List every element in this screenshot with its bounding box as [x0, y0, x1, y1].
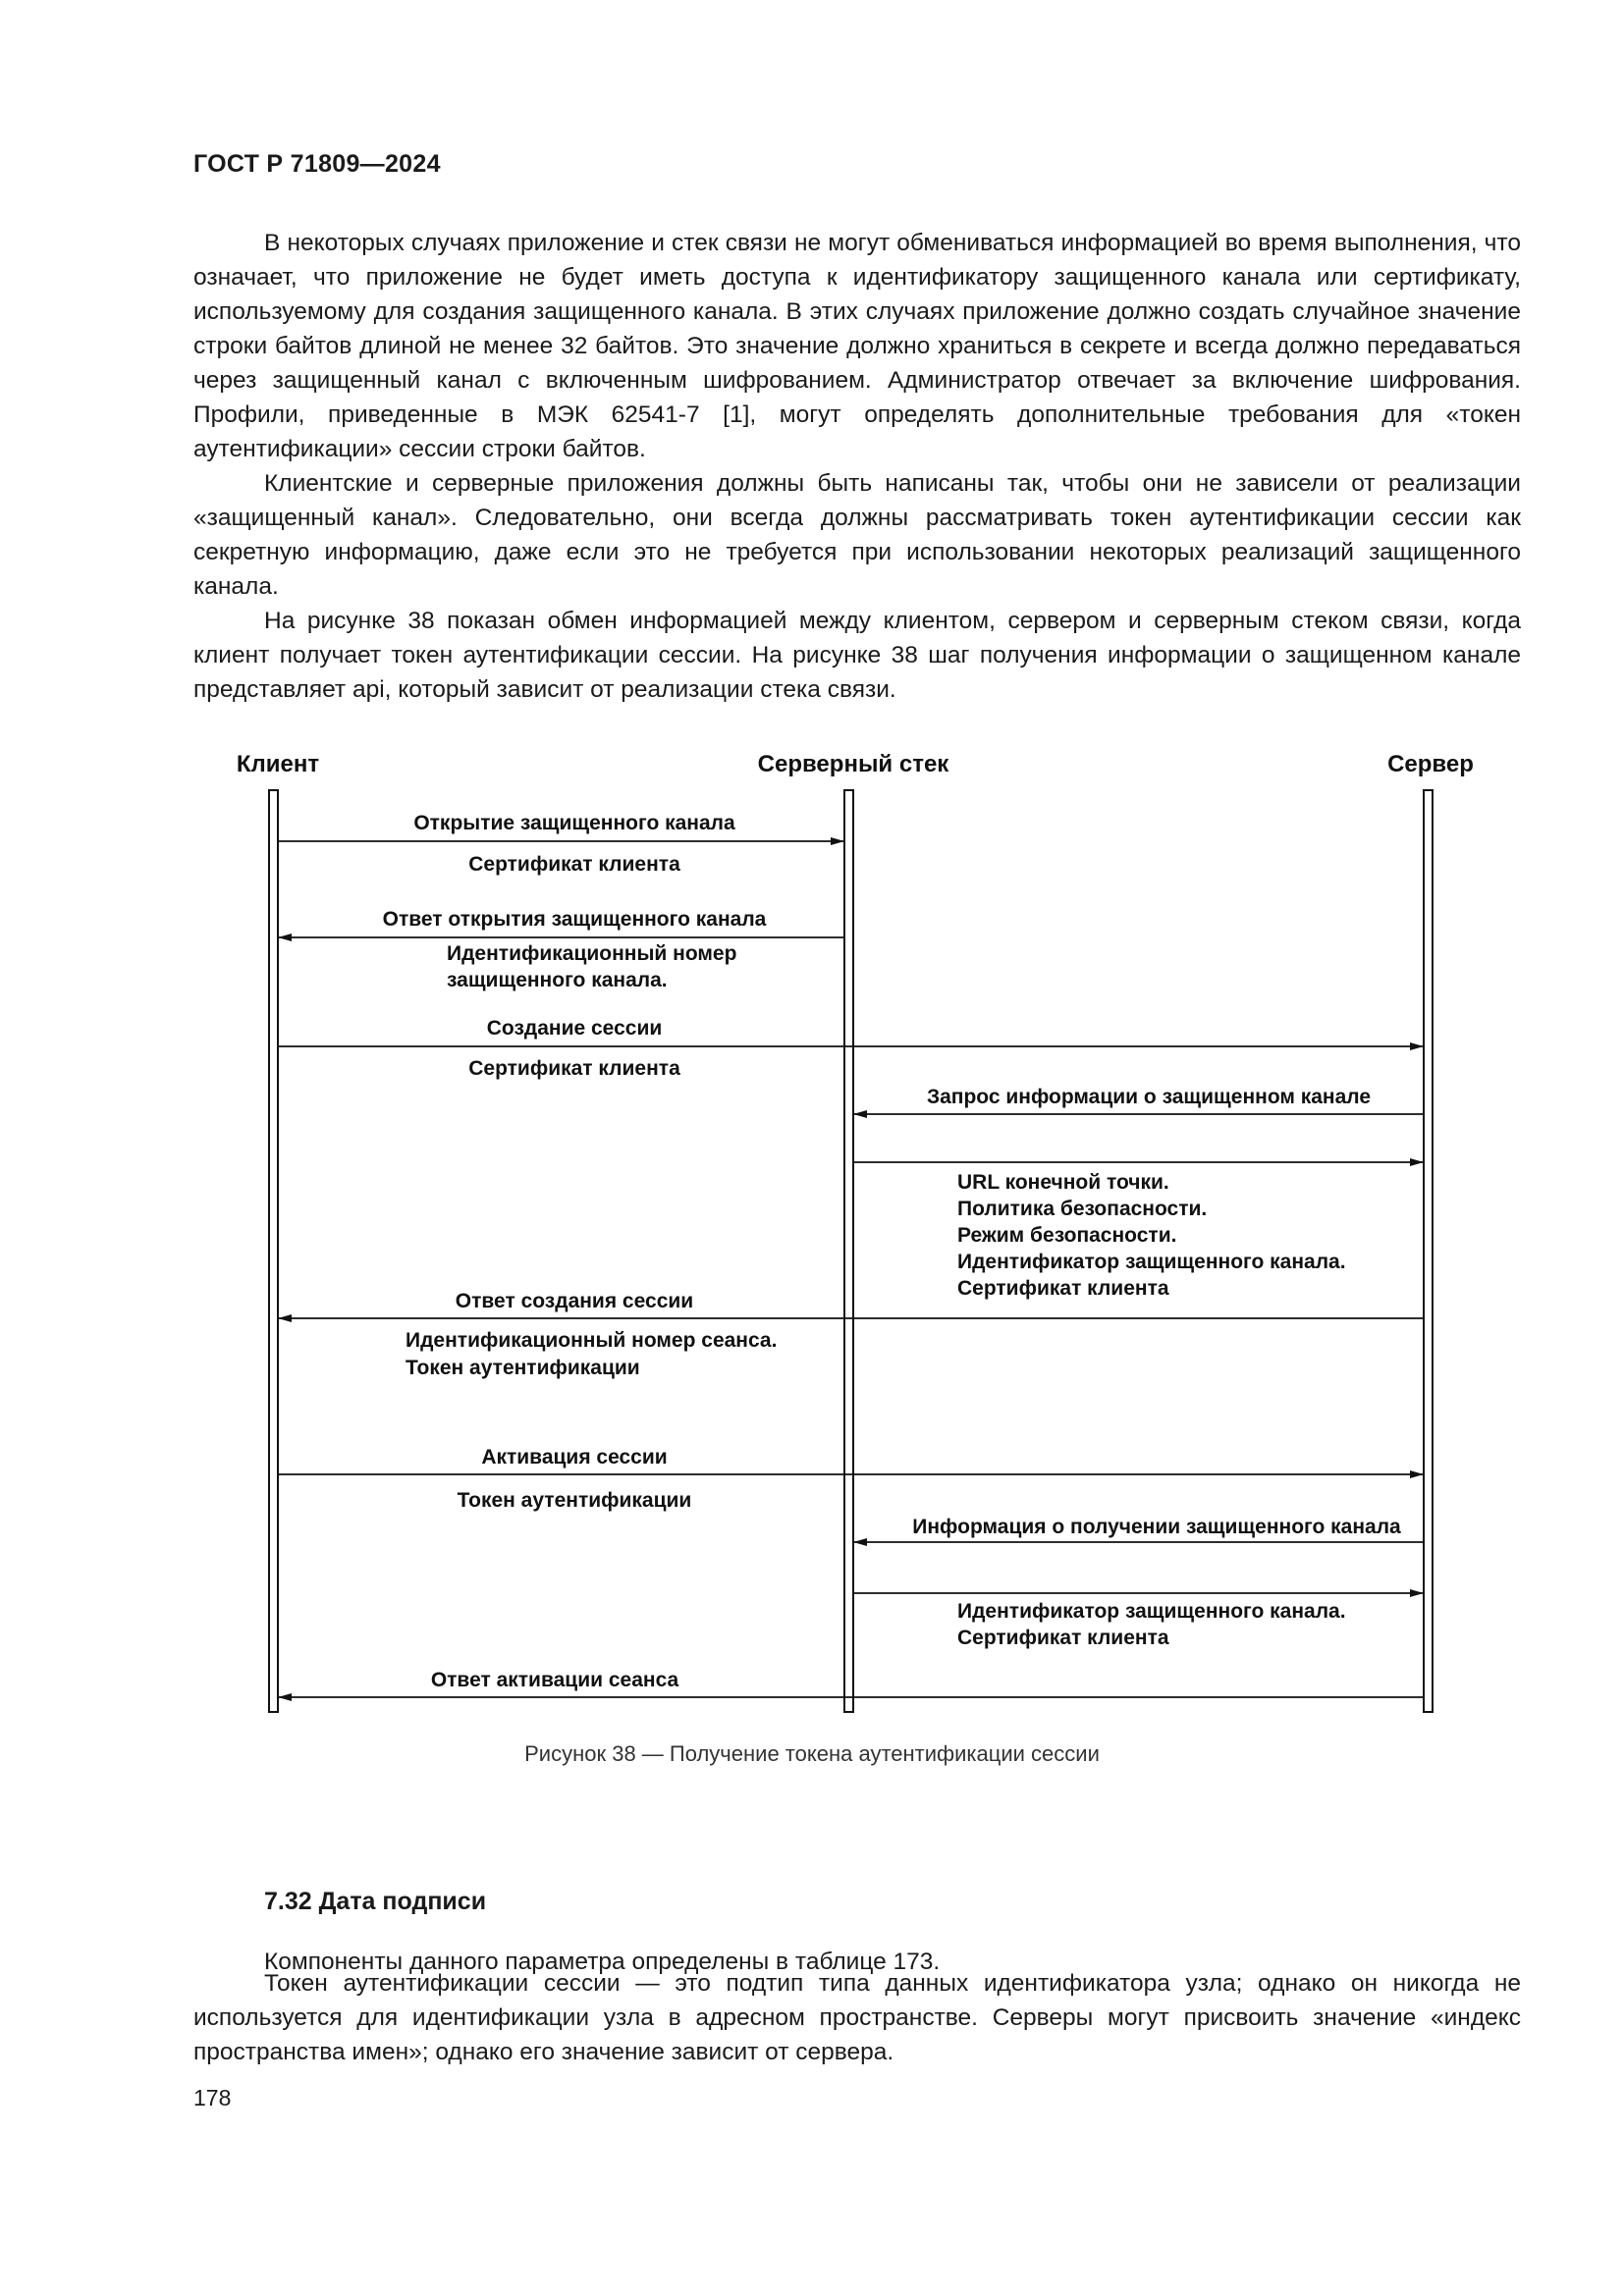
message-activate-session-response	[279, 1669, 1423, 1697]
message-label: Ответ создания сессии	[455, 1290, 694, 1312]
message-label: Открытие защищенного канала	[413, 812, 735, 834]
message-secure-channel-info-response	[854, 1162, 1423, 1300]
message-label: Ответ активации сеанса	[430, 1669, 679, 1691]
section-text: Компоненты данного параметра определены в таблице 173.	[264, 1949, 941, 1975]
message-payload: Политика безопасности.	[957, 1198, 1208, 1220]
after-text	[193, 1966, 1521, 2069]
paragraph: В некоторых случаях приложение и стек связи не могут обмениваться информацией во время выполнения, что означает, что приложение не будет иметь доступа к идентификатору защищенного канала или сертификату, используемому для создания защищенного канала. В этих случаях приложение должно создать случайное значение строки байтов длиной не менее 32 байтов. Это значение должно храниться в секрете и всегда должно передаваться через защищенный канал с включенным шифрованием. Администратор отвечает за включение шифрования. Профили, приведенные в МЭК 62541-7 [1], могут определять дополнительные требования для «токен аутентификации» сессии строки байтов.	[193, 230, 1521, 462]
message-payload: Идентификационный номер	[447, 942, 737, 965]
paragraph: Токен аутентификации сессии — это подтип типа данных идентификатора узла; однако он никогда не используется для идентификации узла в адресном пространстве. Серверы могут присвоить значение «индекс пространства имен»; однако его значение зависит от сервера.	[193, 1970, 1521, 2065]
message-payload: Токен аутентификации	[457, 1489, 692, 1512]
message-payload: защищенного канала.	[447, 969, 668, 991]
message-create-session-response	[279, 1290, 1423, 1379]
lifeline-label-client: Клиент	[236, 751, 320, 777]
message-payload: Идентификатор защищенного канала.	[957, 1600, 1346, 1623]
intro-text	[193, 226, 1521, 707]
message-secure-channel-info-request	[854, 1086, 1423, 1114]
message-get-secure-channel-info	[854, 1516, 1423, 1542]
message-activate-session	[279, 1446, 1423, 1512]
message-payload: Идентификационный номер сеанса.	[406, 1329, 778, 1352]
message-label: Информация о получении защищенного канала	[912, 1516, 1401, 1538]
lifeline-client	[269, 790, 278, 1712]
message-create-session	[279, 1017, 1423, 1080]
message-label: Создание сессии	[486, 1017, 663, 1040]
message-label: Ответ открытия защищенного канала	[382, 908, 767, 931]
message-open-secure-channel	[279, 812, 843, 876]
message-payload: Идентификатор защищенного канала.	[957, 1251, 1346, 1273]
section-heading: 7.32 Дата подписи	[264, 1888, 487, 1915]
paragraph: На рисунке 38 показан обмен информацией между клиентом, сервером и серверным стеком связи, когда клиент получает токен аутентификации сессии. На рисунке 38 шаг получения информации о защищенном канале представляет api, который зависит от реализации стека связи.	[193, 608, 1521, 703]
message-open-secure-channel-response	[279, 908, 843, 991]
document-id-header: ГОСТ Р 71809—2024	[193, 150, 441, 178]
message-payload: Сертификат клиента	[468, 853, 680, 876]
lifeline-label-server: Сервер	[1387, 751, 1474, 777]
paragraph: Клиентские и серверные приложения должны быть написаны так, чтобы они не зависели от реализации «защищенный канал». Следовательно, они всегда должны рассматривать токен аутентификации сессии как секретную информацию, даже если это не требуется при использовании некоторых реализаций защищенного канала.	[193, 470, 1521, 600]
page-number: 178	[193, 2085, 232, 2110]
message-payload: Сертификат клиента	[957, 1277, 1169, 1300]
figure-caption: Рисунок 38 — Получение токена аутентификации сессии	[524, 1741, 1100, 1766]
lifeline-server-stack	[844, 790, 853, 1712]
message-get-secure-channel-info-response	[854, 1593, 1423, 1649]
message-payload: URL конечной точки.	[957, 1171, 1169, 1194]
message-payload: Сертификат клиента	[468, 1057, 680, 1080]
message-label: Активация сессии	[481, 1446, 668, 1468]
lifeline-label-server-stack: Серверный стек	[757, 751, 949, 777]
lifeline-server	[1424, 790, 1433, 1712]
message-payload: Сертификат клиента	[957, 1627, 1169, 1649]
message-payload: Токен аутентификации	[406, 1357, 640, 1379]
message-label: Запрос информации о защищенном канале	[926, 1086, 1372, 1108]
message-payload: Режим безопасности.	[957, 1224, 1177, 1247]
